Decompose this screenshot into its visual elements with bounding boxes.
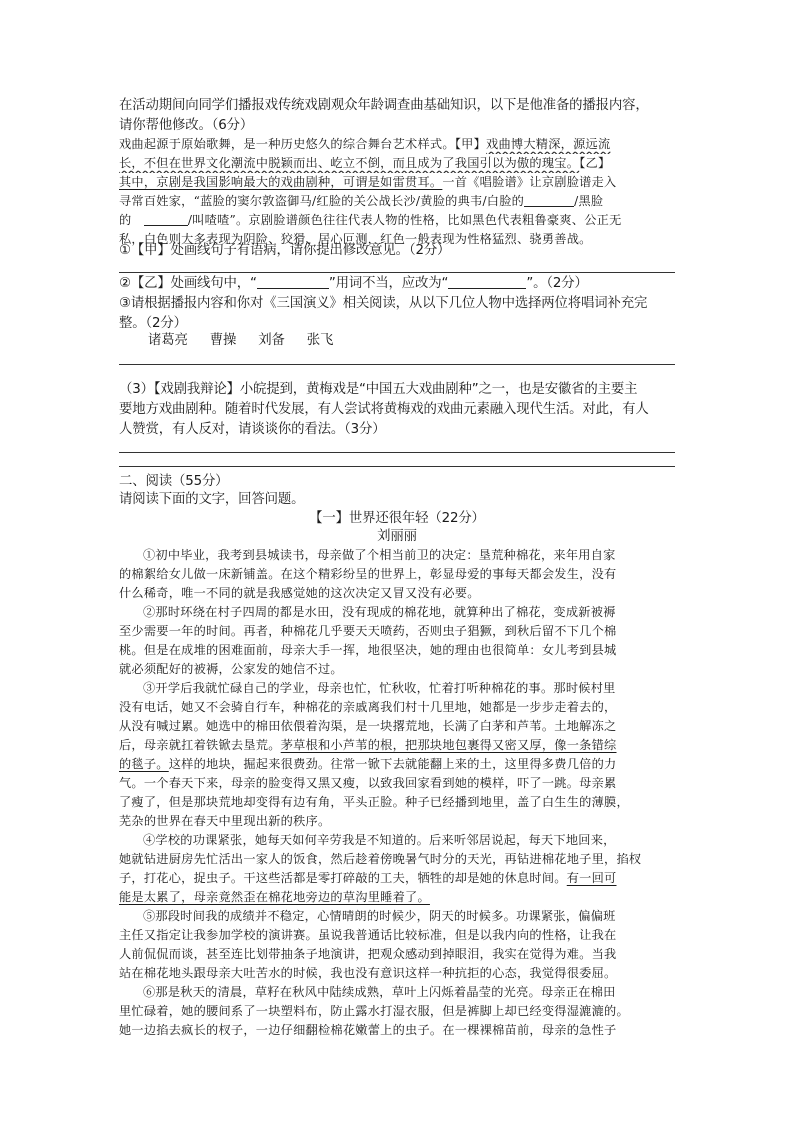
passage-line-6: 私，白色则大多表现为阴险、狡猾、居心叵测，红色一般表现为性格猛烈、骁勇善战。 <box>119 232 592 246</box>
p5-line: ⑤那段时间我的成绩并不稳定，心情晴朗的时候少，阴天的时候多。功课紧张，偏偏班 <box>143 909 616 923</box>
question-4-line-2: 要地方戏曲剧种。随着时代发展，有人尝试将黄梅戏的戏曲元素融入现代生活。对此，有人 <box>119 402 649 417</box>
p5-line: 主任又指定让我参加学校的演讲赛。虽说我普通话比较标准，但是以我内向的性格，让我在 <box>119 928 617 942</box>
jia-underlined-sentence: 戏曲博大精深，源远流 <box>486 137 611 151</box>
p1-line: 的棉絮给女儿做一床新铺盖。在这个精彩纷呈的世界上，彰显母爱的事每天都会发生，没有 <box>119 567 617 581</box>
p2-line: 桃。但是在成堆的困难面前，母亲大手一挥，地很坚决，她的理由也很简单：女儿考到县城 <box>119 643 617 657</box>
character-names <box>148 331 704 351</box>
intro-line-1: 在活动期间向同学们播报戏传统戏剧观众年龄调查曲基础知识，以下是他准备的播报内容， <box>119 98 649 113</box>
passage-line-3 <box>119 172 675 192</box>
underlined-sentence-cont: 的毯子。 <box>119 757 169 771</box>
question-2 <box>119 274 675 294</box>
p2-line: ②那时环绕在村子四周的都是水田，没有现成的棉花地，就算种出了棉花，变成新被褥 <box>143 605 616 619</box>
p4-text: 子，打花心，捉虫子。干这些活都是零打碎敲的工夫，牺牲的却是她的休息时间。 <box>119 871 567 885</box>
p2-line: 就必须配好的被褥，公家发的她信不过。 <box>119 662 343 676</box>
q2-text: ”。（2分） <box>526 276 588 291</box>
underlined-sentence-cont: 能是太累了，母亲竟然歪在棉花地旁边的草沟里睡着了。 <box>119 890 430 904</box>
name-option: 曹操 <box>209 333 237 348</box>
p2-line: 至少需要一年的时间。再者，种棉花几乎要天天喷药，否则虫子猖獗，到秋后留不下几个棉 <box>119 624 617 638</box>
article-author: 刘丽丽 <box>377 529 417 544</box>
question-4-line-1: （3）【戏剧我辩论】小皖提到，黄梅戏是“中国五大戏曲剧种”之一，也是安徽省的主要主 <box>119 382 638 397</box>
answer-line <box>119 466 675 467</box>
lyric-blank-1 <box>524 192 574 207</box>
q2-text: ”用词不当，应改为“ <box>328 276 449 291</box>
p6-line: 她一边掐去疯长的杈子，一边仔细翻检棉花嫩蕾上的虫子。在一棵裸棉苗前，母亲的急性子 <box>119 1023 617 1037</box>
p4-line <box>119 868 675 888</box>
p3-line <box>119 735 675 755</box>
p3-text: 后，母亲就扛着铁锨去垦荒。 <box>119 738 281 752</box>
p3-text: 这样的地块，掘起来很费劲。往常一锨下去就能翻上来的土，这里得多费几倍的力 <box>168 757 617 771</box>
question-3-line-1: ③请根据播报内容和你对《三国演义》相关阅读，从以下几位人物中选择两位将唱词补充完 <box>119 296 648 311</box>
question-1: ①【甲】处画线句子有语病，请你提出修改意见。（2分） <box>119 243 451 258</box>
yi-underlined-sentence: 其中，京剧是我国影响最大的戏曲剧种，可谓是如雷贯耳。 <box>119 175 443 189</box>
question-3-line-2: 整。（2分） <box>119 316 187 331</box>
passage-text: /黑脸 <box>574 194 604 208</box>
p1-line: ①初中毕业，我考到县城读书，母亲做了个相当前卫的决定：垦荒种棉花，来年用自家 <box>143 548 616 562</box>
question-4-line-3: 人赞赏，有人反对，请谈谈你的看法。（3分） <box>119 422 386 437</box>
section-heading: 二、阅读（55分） <box>119 474 229 489</box>
jia-underlined-sentence-cont: 长，不但在世界文化潮流中脱颖而出、屹立不倒，而且成为了我国引以为傲的瑰宝。 <box>119 156 580 170</box>
p1-line: 什么稀奇，唯一不同的就是我感觉她的这次决定又冒又没有必要。 <box>119 586 480 600</box>
name-option: 刘备 <box>258 333 285 348</box>
p5-line: 人前侃侃而谈，甚至连比划带抽条子地演讲，把观众感动到掉眼泪，我实在觉得为难。当我 <box>119 947 617 961</box>
p3-line: 没有电话，她又不会骑自行车，种棉花的亲戚离我们村十几里地，她都是一步步走着去的， <box>119 700 617 714</box>
p4-line <box>119 887 675 907</box>
answer-blank-replacement[interactable] <box>448 274 526 289</box>
p4-line: 她就钻进厨房先忙活出一家人的饭食，然后趁着傍晚暑气时分的天光，再钻进棉花地子里，掐杈 <box>119 852 642 866</box>
name-option: 诸葛亮 <box>148 333 188 348</box>
answer-blank-word[interactable] <box>257 274 329 289</box>
p6-line: 里忙碌着，她的腰间系了一块塑料布，防止露水打湿衣服，但是裤脚上却已经变得湿漉漉的。 <box>119 1004 629 1018</box>
lyric-blank-2 <box>144 211 188 226</box>
answer-line <box>119 452 675 453</box>
p3-line: 了瘦了，但是那块荒地却变得有边有角，平头正脸。种子已经播到地里，盖了白生生的薄膜， <box>119 795 629 809</box>
yi-marker: 【乙】 <box>579 156 611 170</box>
underlined-sentence: 茅草根和小芦苇的根，把那块地包裹得又密又厚，像一条错综 <box>280 738 617 752</box>
answer-line <box>119 272 675 273</box>
passage-text: 一首《唱脸谱》让京剧脸谱走入 <box>442 175 617 189</box>
p3-line: 芜杂的世界在春天中里现出新的秩序。 <box>119 814 331 828</box>
passage-text: 的 <box>119 213 132 227</box>
section-instruction: 请阅读下面的文字，回答问题。 <box>119 492 305 507</box>
passage-text: 寻常百姓家，“蓝脸的窦尔敦盗御马/红脸的关公战长沙/黄脸的典韦/白脸的 <box>119 194 525 208</box>
passage-line-4 <box>119 191 675 211</box>
p3-line: 气。一个春天下来，母亲的脸变得又黑又瘦，以致我回家看到她的模样，吓了一跳。母亲累 <box>119 776 617 790</box>
p3-line <box>119 754 675 774</box>
passage-line-5 <box>119 210 675 230</box>
p3-line: ③开学后我就忙碌自己的学业，母亲也忙，忙秋收，忙着打听种棉花的事。那时候村里 <box>143 681 616 695</box>
passage-line-1 <box>119 134 675 154</box>
p6-line: ⑥那是秋天的清晨，草籽在秋风中陆续成熟，草叶上闪烁着晶莹的光亮。母亲正在棉田 <box>143 985 616 999</box>
passage-text: 戏曲起源于原始歌舞，是一种历史悠久的综合舞台艺术样式。【甲】 <box>119 137 487 151</box>
intro-line-2: 请你帮他修改。（6分） <box>119 118 254 133</box>
answer-line <box>119 364 675 365</box>
q2-text: ②【乙】处画线句中，“ <box>119 276 257 291</box>
passage-line-2 <box>119 153 675 173</box>
article-title: 【一】世界还很年轻（22分） <box>309 511 485 526</box>
name-option: 张飞 <box>306 333 334 348</box>
p5-line: 站在棉花地头跟母亲大吐苦水的时候，我也没有意识这样一种抗拒的心态，我觉得很委屈。 <box>119 966 617 980</box>
underlined-sentence: 有一回可 <box>566 871 617 885</box>
p4-line: ④学校的功课紧张，她每天如何辛劳我是不知道的。后来听邻居说起，每天下地回来， <box>143 833 616 847</box>
p3-line: 从没有喊过累。她选中的棉田依偎着沟渠，是一块撂荒地，长满了白茅和芦苇。土地解冻之 <box>119 719 617 733</box>
passage-text: /叫喳喳”。京剧脸谱颜色往往代表人物的性格，比如黑色代表粗鲁豪爽、公正无 <box>187 213 622 227</box>
